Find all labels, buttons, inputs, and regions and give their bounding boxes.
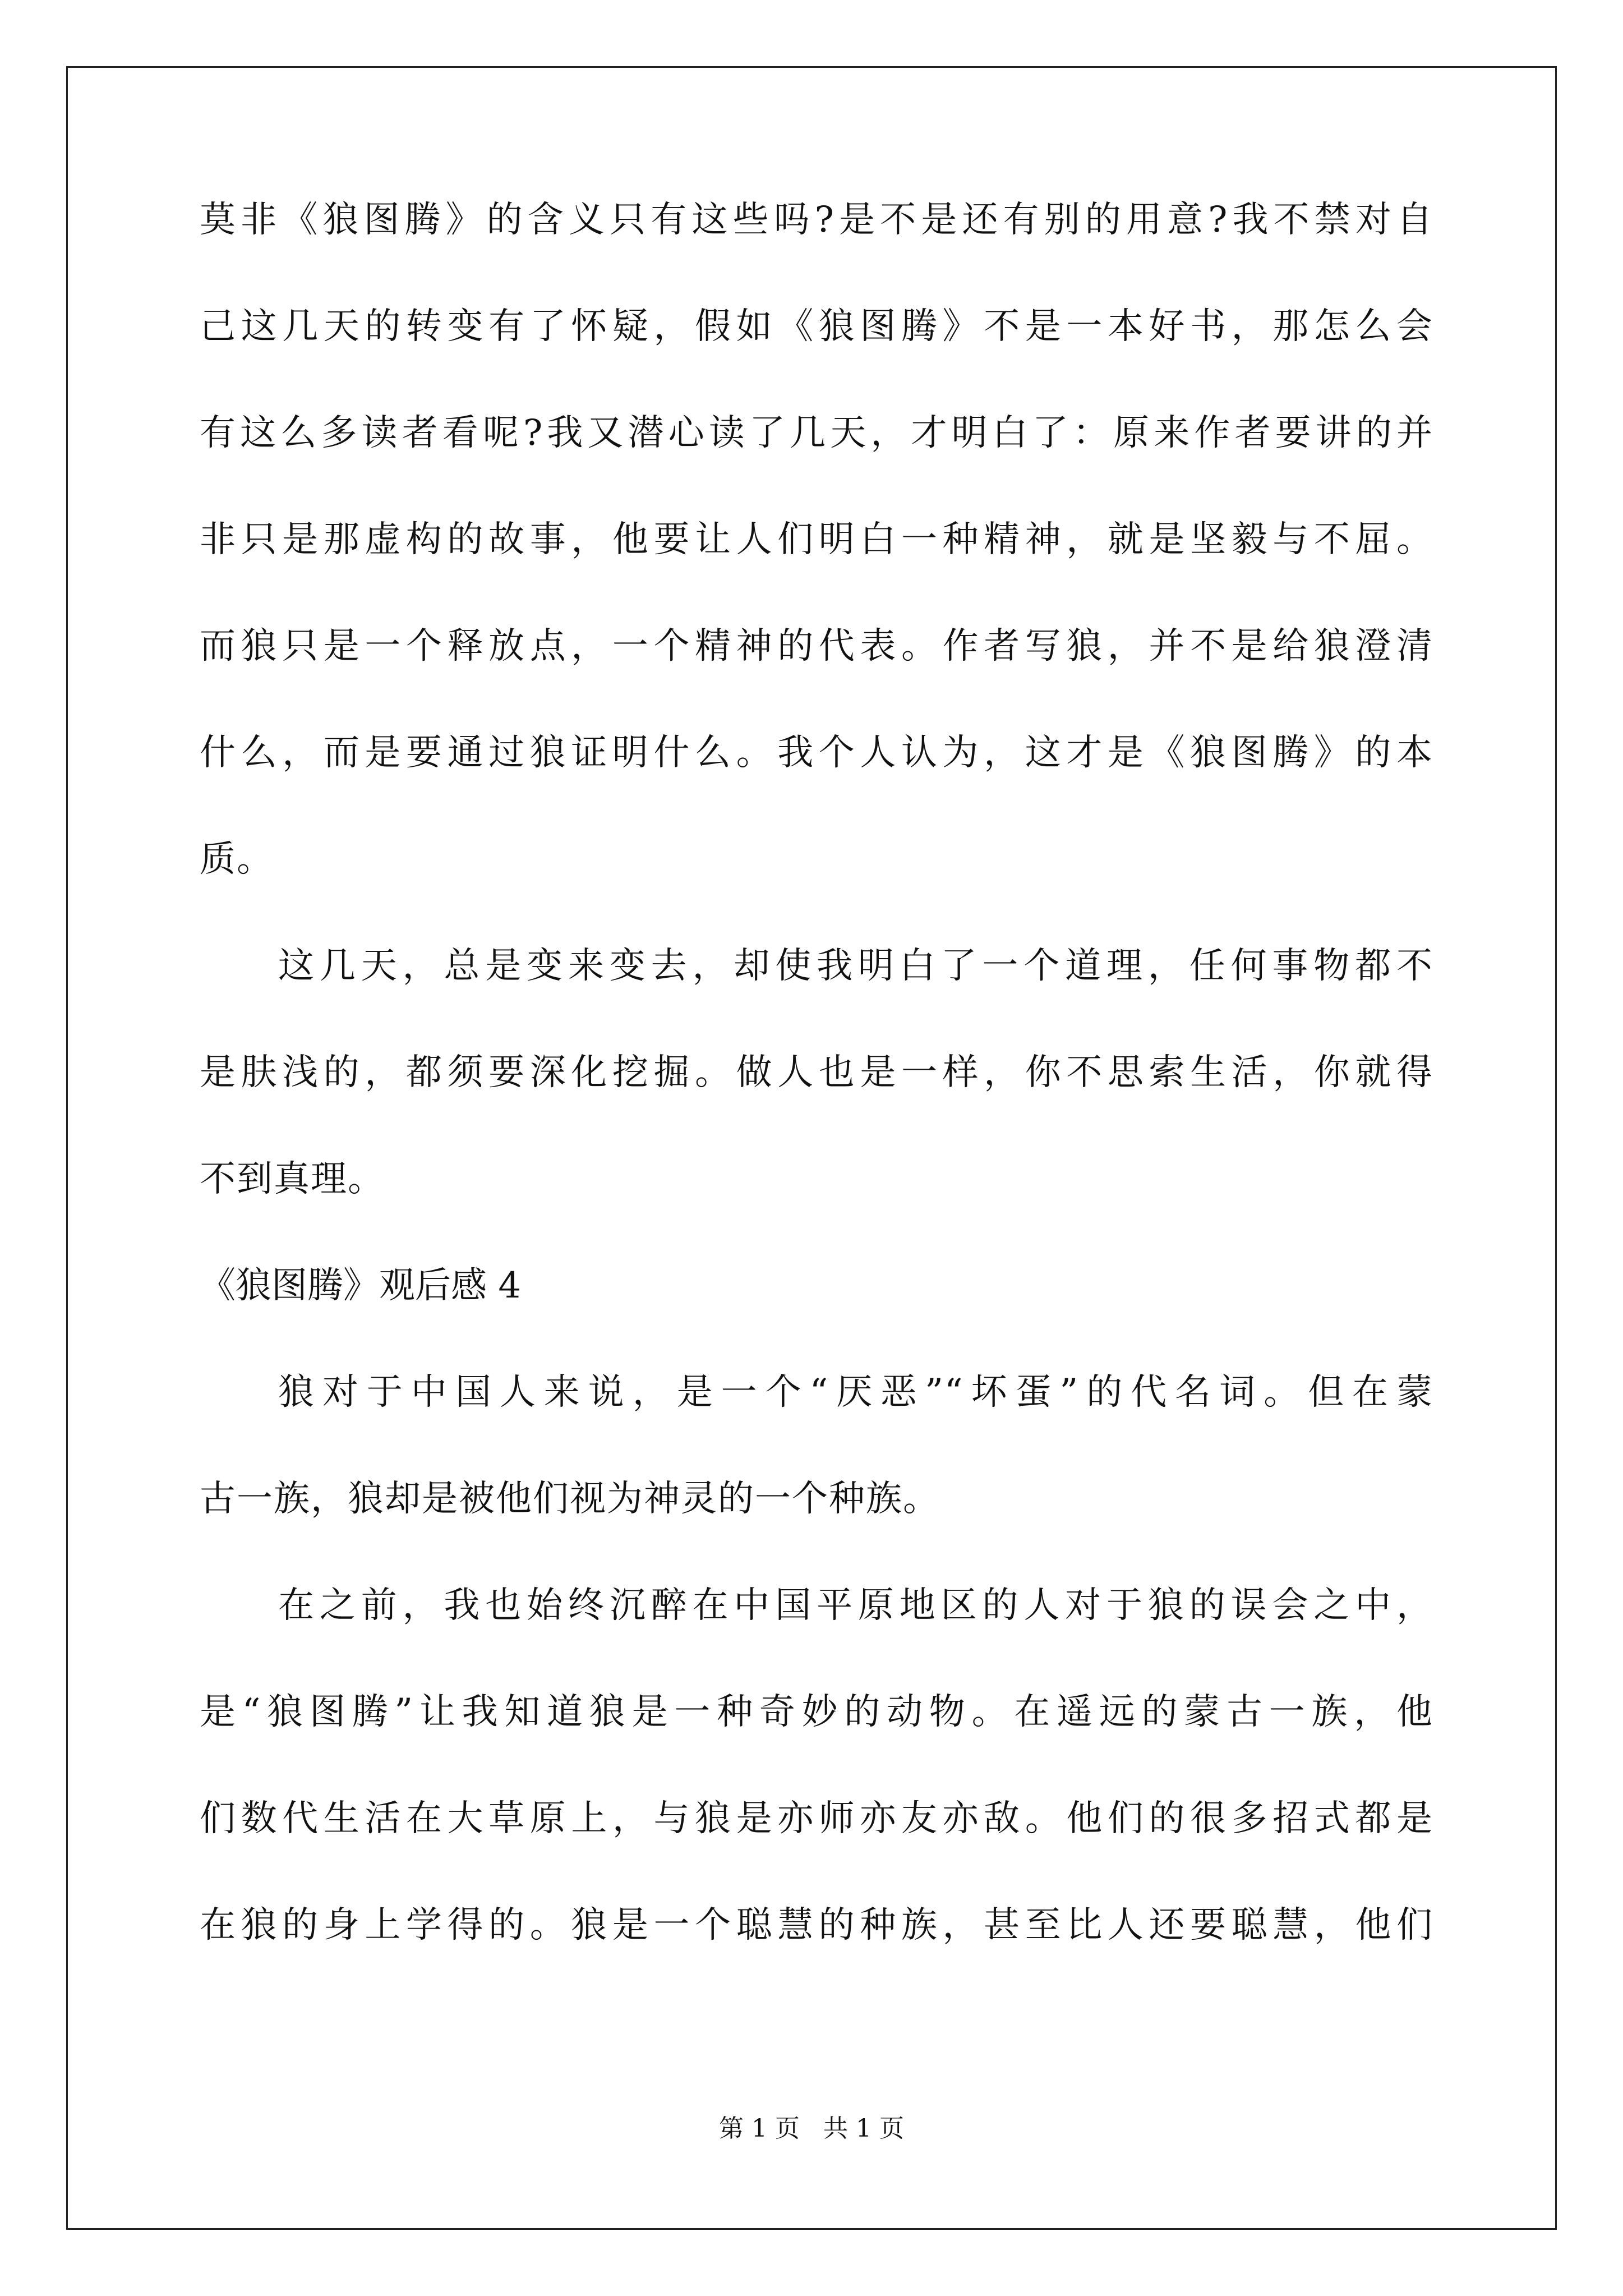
paragraph-line: 莫非《狼图腾》的含义只有这些吗?是不是还有别的用意?我不禁对自 [200,199,1433,241]
paragraph-line: 质。 [200,839,274,880]
paragraph-line: 这几天，总是变来变去，却使我明白了一个道理，任何事物都不 [278,945,1433,987]
paragraph-line: 己这几天的转变有了怀疑，假如《狼图腾》不是一本好书，那怎么会 [200,306,1433,347]
paragraph-line: 而狼只是一个释放点，一个精神的代表。作者写狼，并不是给狼澄清 [200,625,1433,667]
section-heading: 《狼图腾》观后感 4 [200,1265,522,1306]
paragraph-line: 不到真理。 [200,1158,385,1200]
page-total: 共 1 页 [823,2114,904,2143]
paragraph-line: 狼对于中国人来说，是一个“厌恶”“坏蛋”的代名词。但在蒙 [278,1372,1433,1413]
paragraph-line: 是肤浅的，都须要深化挖掘。做人也是一样，你不思索生活，你就得 [200,1052,1433,1093]
paragraph-line: 非只是那虚构的故事，他要让人们明白一种精神，就是坚毅与不屈。 [200,519,1433,560]
document-body [200,199,1433,2014]
page-footer [0,2115,1623,2143]
paragraph-line: 古一族，狼却是被他们视为神灵的一个种族。 [200,1478,940,1520]
paragraph-line: 们数代生活在大草原上，与狼是亦师亦友亦敌。他们的很多招式都是 [200,1798,1433,1839]
paragraph-line: 什么，而是要通过狼证明什么。我个人认为，这才是《狼图腾》的本 [200,732,1433,774]
paragraph-line: 是“狼图腾”让我知道狼是一种奇妙的动物。在遥远的蒙古一族，他 [200,1691,1433,1733]
paragraph-line: 在之前，我也始终沉醉在中国平原地区的人对于狼的误会之中， [278,1585,1433,1626]
page-number: 第 1 页 [719,2114,800,2143]
paragraph-line: 有这么多读者看呢?我又潜心读了几天，才明白了：原来作者要讲的并 [200,412,1433,454]
paragraph-line: 在狼的身上学得的。狼是一个聪慧的种族，甚至比人还要聪慧，他们 [200,1904,1433,1946]
